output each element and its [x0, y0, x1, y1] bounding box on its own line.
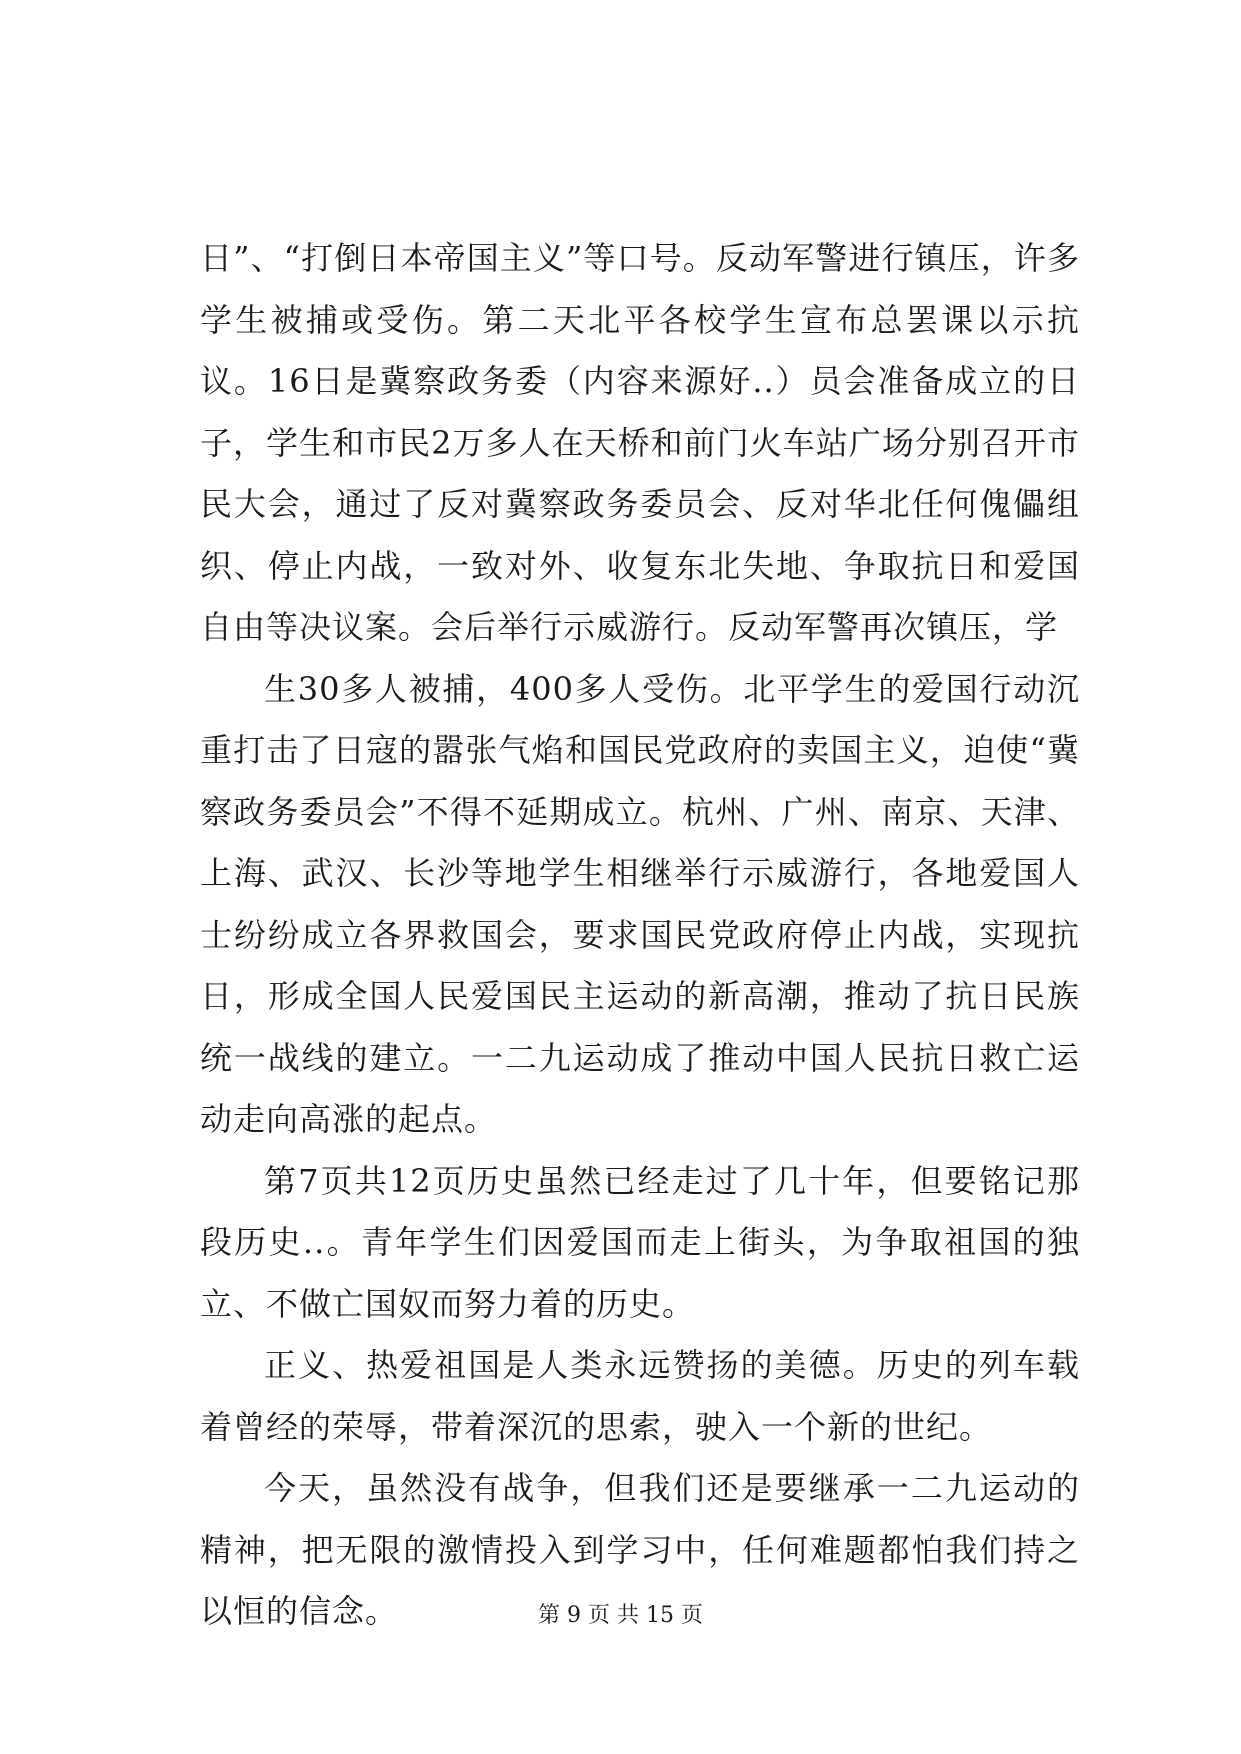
- paragraph-4: 正义、热爱祖国是人类永远赞扬的美德。历史的列车载着曾经的荣辱，带着深沉的思索，驶入一个新的世纪。: [200, 1346, 1080, 1446]
- paragraph-3: 第7页共12页历史虽然已经走过了几十年，但要铭记那段历史..。青年学生们因爱国而走上街头，为争取祖国的独立、不做亡国奴而努力着的历史。: [200, 1161, 1080, 1323]
- paragraph-1: 日”、“打倒日本帝国主义”等口号。反动军警进行镇压，许多学生被捕或受伤。第二天北平各校学生宣布总罢课以示抗议。16日是冀察政务委（内容来源好..）员会准备成立的日子，学生和市民2万多人在天桥和前门火车站广场分别召开市民大会，通过了反对冀察政务委员会、反对华北任何傀儡组织、停止内战，一致对外、收复东北失地、争取抗日和爱国自由等决议案。会后举行示威游行。反动军警再次镇压，学: [200, 239, 1080, 646]
- document-body: [200, 228, 1080, 1643]
- page-footer: 第 9 页 共 15 页: [538, 1603, 703, 1628]
- paragraph-5: 今天，虽然没有战争，但我们还是要继承一二九运动的精神，把无限的激情投入到学习中，任何难题都怕我们持之以恒的信念。: [200, 1469, 1080, 1630]
- paragraph-2: 生30多人被捕，400多人受伤。北平学生的爱国行动沉重打击了日寇的嚣张气焰和国民党政府的卖国主义，迫使“冀察政务委员会”不得不延期成立。杭州、广州、南京、天津、上海、武汉、长沙等地学生相继举行示威游行，各地爱国人士纷纷成立各界救国会，要求国民党政府停止内战，实现抗日，形成全国人民爱国民主运动的新高潮，推动了抗日民族统一战线的建立。一二九运动成了推动中国人民抗日救亡运动走向高涨的起点。: [200, 669, 1080, 1138]
